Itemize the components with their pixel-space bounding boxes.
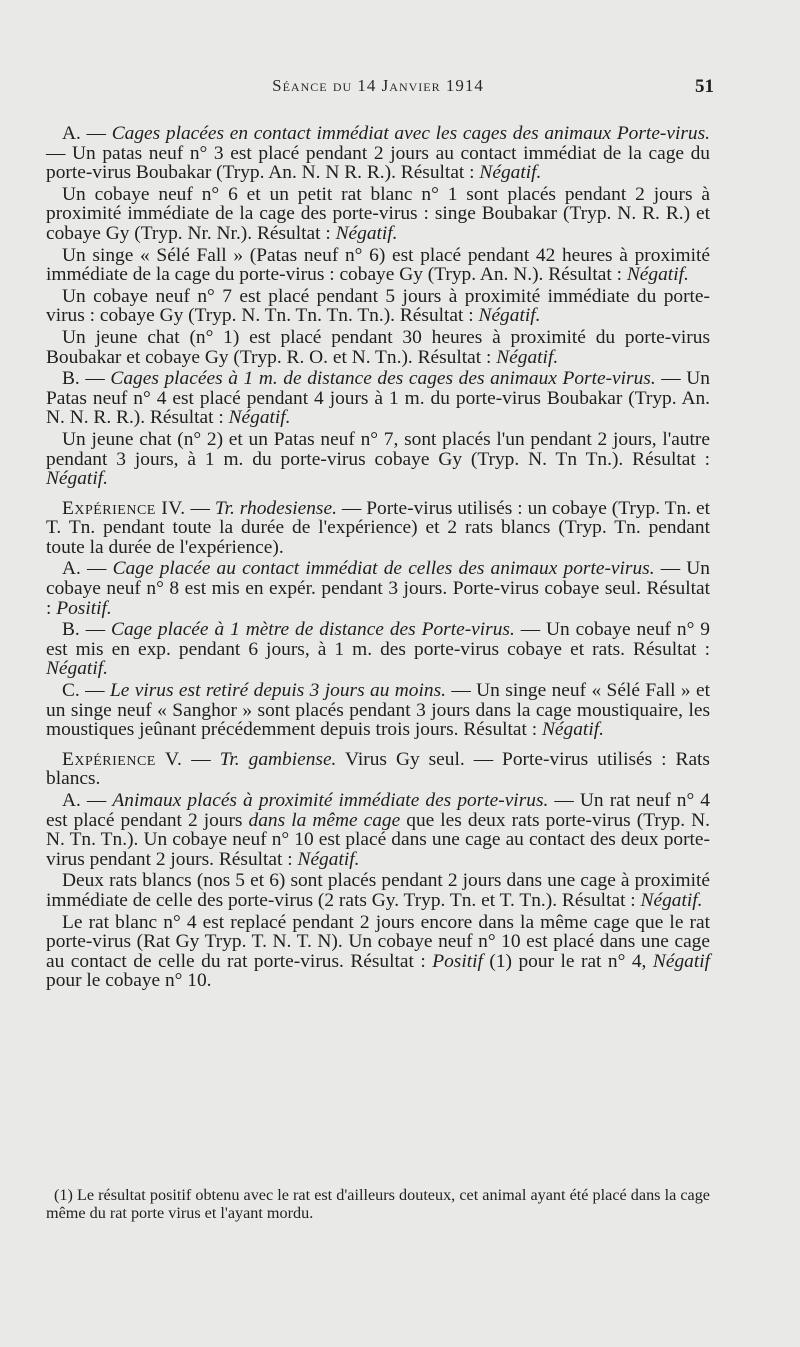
section-letter: A. — bbox=[62, 790, 113, 811]
paragraph-cage-contact bbox=[46, 559, 710, 618]
species-name: Tr. rhodesiense. bbox=[214, 497, 337, 519]
result-value: Négatif. bbox=[626, 264, 689, 286]
paragraph bbox=[46, 430, 710, 489]
result-value: Positif bbox=[432, 950, 483, 972]
experiment-heading: Expérience V. bbox=[62, 748, 183, 770]
paragraph-text: — Un cobaye neuf n° 9 est mis en exp. pendant 6 jours, à 1 m. des porte-virus cobaye et rats. Résultat : bbox=[46, 619, 710, 660]
paragraph bbox=[46, 185, 710, 244]
paragraph-text: Un singe « Sélé Fall » (Patas neuf n° 6) est placé pendant 42 heures à proximité immédiate de la cage du porte-virus : cobaye Gy (Tryp. An. N.). Résultat : bbox=[46, 244, 710, 286]
section-heading: Cages placées à 1 m. de distance des cages des animaux Porte-virus. bbox=[110, 368, 656, 390]
paragraph bbox=[46, 913, 710, 991]
result-value: Négatif. bbox=[46, 658, 108, 680]
paragraph-text: pour le cobaye n° 10. bbox=[46, 970, 212, 992]
paragraph-text: Deux rats blancs (nos 5 et 6) sont placés pendant 2 jours dans une cage à proximité immédiate de celle des porte-virus (2 rats Gy. Tryp. Tn. et T. Tn.). Résultat : bbox=[46, 870, 710, 911]
result-value: Négatif. bbox=[542, 719, 604, 741]
body-text bbox=[46, 124, 710, 993]
result-value: Négatif. bbox=[297, 848, 360, 870]
result-value: Négatif. bbox=[478, 305, 541, 327]
result-value: Négatif. bbox=[46, 468, 108, 490]
result-value: Négatif. bbox=[640, 889, 703, 911]
experiment-heading: Expérience IV. bbox=[62, 497, 186, 519]
section-heading: Animaux placés à proximité immédiate des porte-virus. bbox=[112, 790, 549, 811]
paragraph-cage-distance bbox=[46, 620, 710, 679]
paragraph-text: Le rat blanc n° 4 est replacé pendant 2 jours encore dans la même cage que le rat porte-virus (Rat Gy Tryp. T. N. T. N). Un cobaye neuf n° 10 est placé dans une cage au contact de celle du rat porte-virus. Résultat : bbox=[46, 911, 710, 972]
paragraph-text: — Un singe neuf « Sélé Fall » et un singe neuf « Sanghor » sont placés pendant 3 jours dans la cage moustiquaire, les moustiques jeûnant précédemment depuis trois jours. Résultat : bbox=[46, 680, 710, 741]
footnote: (1) Le résultat positif obtenu avec le rat est d'ailleurs douteux, cet animal ayant été placé dans la cage même du rat porte virus et l'ayant mordu. bbox=[46, 1186, 710, 1222]
dash: — bbox=[185, 497, 215, 519]
section-letter: B. — bbox=[62, 368, 111, 390]
paragraph-text: — Un rat neuf n° 4 est placé pendant 2 jours bbox=[46, 790, 711, 831]
paragraph-text: Un cobaye neuf n° 6 et un petit rat blanc n° 1 sont placés pendant 2 jours à proximité immédiate de la cage des porte-virus : singe Boubakar (Tryp. N. R. R.) et cobaye Gy (Tryp. Nr. Nr.). Résultat : bbox=[46, 183, 710, 244]
result-value: Négatif bbox=[652, 950, 710, 972]
paragraph-cages-contact bbox=[46, 124, 710, 183]
running-head bbox=[46, 76, 714, 100]
paragraph-virus-retire bbox=[46, 681, 710, 740]
paragraph-text: Virus Gy seul. — Porte-virus utilisés : Rats blancs. bbox=[46, 748, 710, 790]
paragraph bbox=[46, 287, 710, 326]
species-name: Tr. gambiense. bbox=[219, 748, 337, 770]
paragraph-animaux-proximite bbox=[46, 791, 710, 869]
running-title: Séance du 14 Janvier 1914 bbox=[272, 76, 484, 95]
result-value: Négatif. bbox=[496, 346, 559, 368]
section-heading: Cages placées en contact immédiat avec les cages des animaux Porte-virus. bbox=[111, 123, 711, 144]
result-value: Positif. bbox=[56, 597, 112, 619]
paragraph bbox=[46, 328, 710, 367]
paragraph-text: Un cobaye neuf n° 7 est placé pendant 5 jours à proximité immédiate du porte-virus : cobaye Gy (Tryp. N. Tn. Tn. Tn. Tn.). Résultat : bbox=[46, 285, 710, 327]
paragraph-cages-distance bbox=[46, 369, 710, 428]
paragraph bbox=[46, 871, 710, 910]
paragraph-text: (1) pour le rat n° 4, bbox=[482, 950, 653, 972]
paragraph-experience-iv bbox=[46, 499, 710, 558]
paragraph-text: Un jeune chat (n° 1) est placé pendant 30 heures à proximité du porte-virus Boubakar et cobaye Gy (Tryp. R. O. et N. Tn.). Résultat : bbox=[46, 326, 710, 368]
section-heading: Cage placée à 1 mètre de distance des Porte-virus. bbox=[111, 619, 515, 641]
section-letter: B. — bbox=[62, 619, 112, 641]
result-value: Négatif. bbox=[335, 222, 398, 244]
paragraph-text: — Porte-virus utilisés : un cobaye (Tryp. Tn. et T. Tn. pendant toute la durée de l'expérience) et 2 rats blancs (Tryp. Tn. pendant toute la durée de l'expérience). bbox=[46, 497, 710, 558]
section-letter: A. — bbox=[62, 558, 113, 580]
paragraph-text: — Un patas neuf n° 3 est placé pendant 2 jours au contact immédiat de la cage du porte-virus Boubakar (Tryp. An. N. N R. R.). Résultat : bbox=[46, 142, 710, 184]
section-heading: Cage placée au contact immédiat de celles des animaux porte-virus. bbox=[112, 558, 655, 580]
paragraph-text: — Un cobaye neuf n° 8 est mis en expér. pendant 3 jours. Porte-virus cobaye seul. Résultat : bbox=[46, 558, 711, 619]
section-letter: C. — bbox=[62, 680, 110, 702]
dash: — bbox=[182, 748, 220, 770]
paragraph bbox=[46, 246, 710, 285]
emphasis: dans la même cage bbox=[248, 809, 401, 831]
paragraph-text: Un jeune chat (n° 2) et un Patas neuf n° 7, sont placés l'un pendant 2 jours, l'autre pendant 3 jours, à 1 m. du porte-virus cobaye Gy (Tryp. N. Tn Tn.). Résultat : bbox=[46, 428, 710, 470]
page-number: 51 bbox=[695, 76, 714, 97]
section-letter: A. — bbox=[62, 123, 112, 144]
paragraph-text: — Un Patas neuf n° 4 est placé pendant 4 jours à 1 m. du porte-virus Boubakar (Tryp. An. N. N. R. R.). Résultat : bbox=[46, 368, 710, 429]
section-heading: Le virus est retiré depuis 3 jours au moins. bbox=[109, 680, 446, 702]
result-value: Négatif. bbox=[479, 162, 542, 184]
result-value: Négatif. bbox=[228, 407, 291, 429]
paragraph-experience-v bbox=[46, 750, 710, 789]
paragraph-text: que les deux rats porte-virus (Tryp. N. N. Tn. Tn.). Un cobaye neuf n° 10 est placé dans une cage au contact des deux porte-virus pendant 2 jours. Résultat : bbox=[46, 809, 710, 870]
